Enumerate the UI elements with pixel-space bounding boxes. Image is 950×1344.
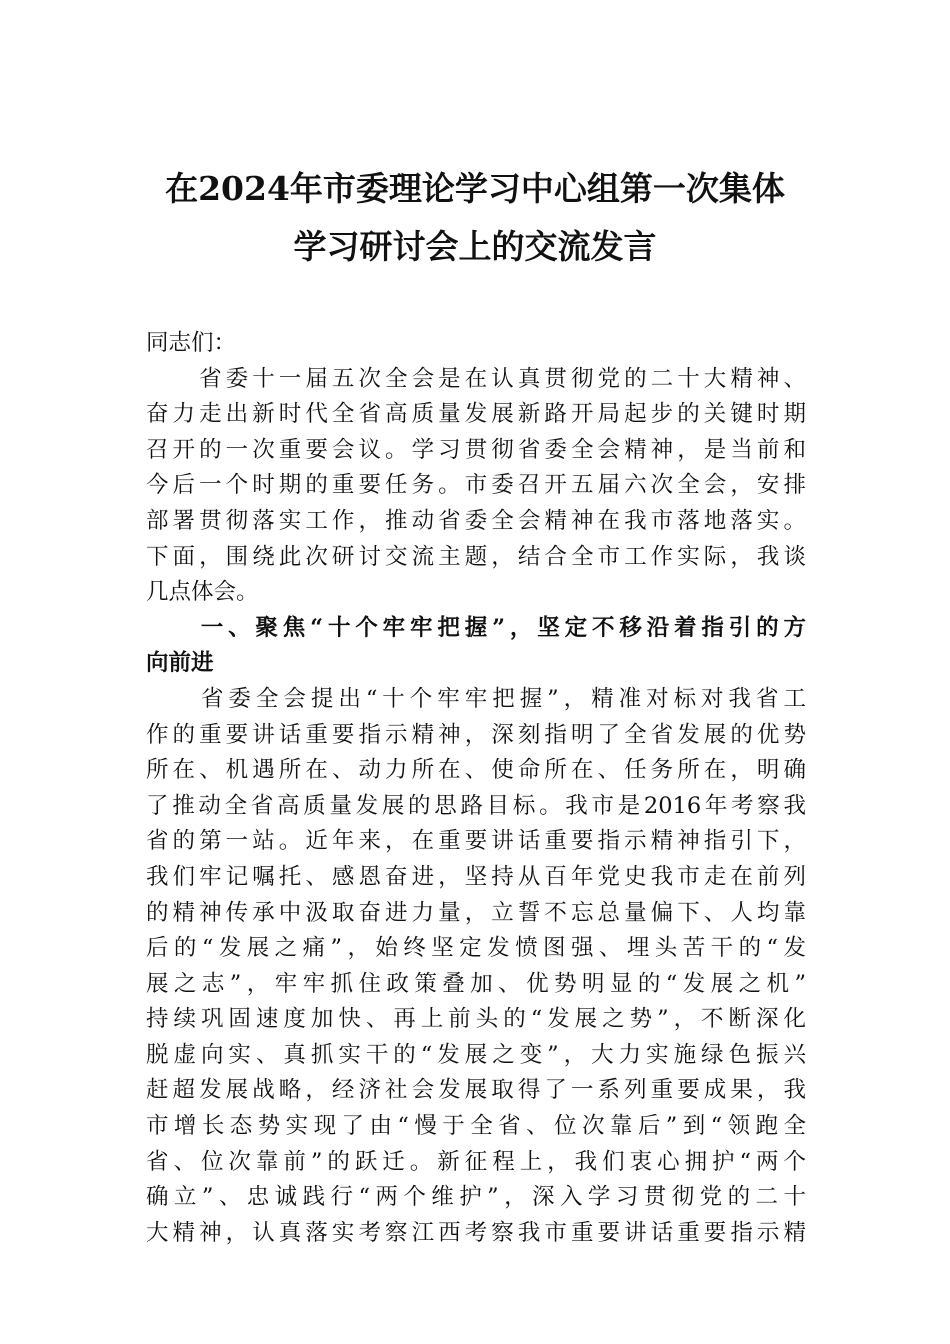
paragraph-line: 确立”、忠诚践行“两个维护”，深入学习贯彻党的二十 xyxy=(146,1184,806,1211)
section-heading-line: 一、聚焦“十个牢牢把握”，坚定不移沿着指引的方 xyxy=(146,614,806,641)
document-body xyxy=(146,326,806,1251)
paragraph-line: 展之志”，牢牢抓住政策叠加、优势明显的“发展之机” xyxy=(146,970,806,997)
title-line-2: 学习研讨会上的交流发言 xyxy=(293,227,657,266)
paragraph-line: 省的第一站。近年来，在重要讲话重要指示精神指引下， xyxy=(146,828,806,855)
paragraph-line: 召开的一次重要会议。学习贯彻省委全会精神，是当前和 xyxy=(146,436,806,463)
paragraph-line: 几点体会。 xyxy=(146,579,259,606)
paragraph-line: 省委全会提出“十个牢牢把握”，精准对标对我省工 xyxy=(146,685,806,712)
paragraph-line: 了推动全省高质量发展的思路目标。我市是2016年考察我 xyxy=(146,792,806,819)
paragraph-line: 持续巩固速度加快、再上前头的“发展之势”，不断深化 xyxy=(146,1006,806,1033)
paragraph-line: 部署贯彻落实工作，推动省委全会精神在我市落地落实。 xyxy=(146,507,806,534)
paragraph-line: 的精神传承中汲取奋进力量，立誓不忘总量偏下、人均靠 xyxy=(146,899,806,926)
paragraph-line: 奋力走出新时代全省高质量发展新路开局起步的关键时期 xyxy=(146,401,806,428)
paragraph-line: 下面，围绕此次研讨交流主题，结合全市工作实际，我谈 xyxy=(146,543,806,570)
paragraph-line: 所在、机遇所在、动力所在、使命所在、任务所在，明确 xyxy=(146,757,806,784)
paragraph-line: 省委十一届五次全会是在认真贯彻党的二十大精神、 xyxy=(146,365,806,392)
paragraph-line: 市增长态势实现了由“慢于全省、位次靠后”到“领跑全 xyxy=(146,1113,806,1140)
paragraph-line: 我们牢记嘱托、感恩奋进，坚持从百年党史我市走在前列 xyxy=(146,863,806,890)
document-title xyxy=(120,160,830,276)
section-heading-line: 向前进 xyxy=(146,650,214,677)
title-line-1: 在2024年市委理论学习中心组第一次集体 xyxy=(165,169,785,208)
paragraph-line: 作的重要讲话重要指示精神，深刻指明了全省发展的优势 xyxy=(146,721,806,748)
paragraph-line: 今后一个时期的重要任务。市委召开五届六次全会，安排 xyxy=(146,472,806,499)
paragraph-line: 赶超发展战略，经济社会发展取得了一系列重要成果，我 xyxy=(146,1077,806,1104)
paragraph-line: 省、位次靠前”的跃迁。新征程上，我们衷心拥护“两个 xyxy=(146,1148,806,1175)
paragraph-line: 同志们： xyxy=(146,330,237,356)
paragraph-line: 脱虚向实、真抓实干的“发展之变”，大力实施绿色振兴 xyxy=(146,1041,806,1068)
paragraph-line: 后的“发展之痛”，始终坚定发愤图强、埋头苦干的“发 xyxy=(146,935,806,962)
paragraph-line: 大精神，认真落实考察江西考察我市重要讲话重要指示精 xyxy=(146,1219,806,1246)
